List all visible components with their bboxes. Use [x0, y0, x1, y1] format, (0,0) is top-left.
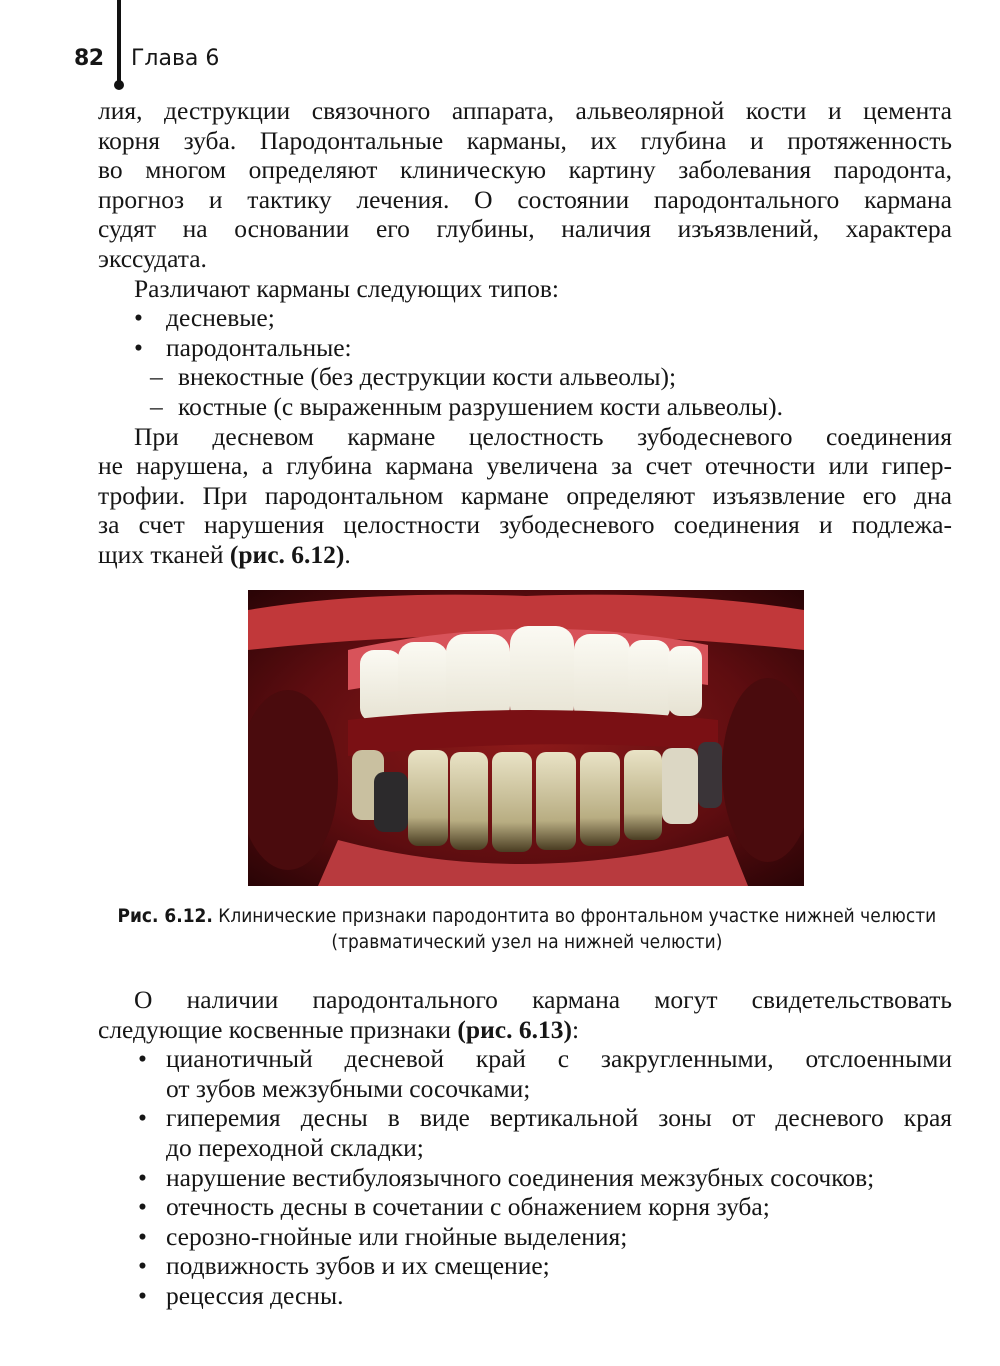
figure-reference: (рис. 6.12) [229, 539, 345, 569]
paragraph-line: щих тканей (рис. 6.12). [98, 539, 351, 569]
paragraph-line: корня зуба. Пародонтальные карманы, их глубина и протяженность [98, 125, 952, 155]
paragraph-line: судят на основании его глубины, наличия изъязвлений, характера [98, 214, 952, 244]
bullet-icon: • [138, 1044, 147, 1074]
bullet-icon: • [138, 1251, 147, 1281]
chapter-title: Глава 6 [131, 46, 220, 71]
bullet-icon: • [138, 1192, 147, 1222]
list-item: • гиперемия десны в виде вертикальной зоны от десневого края до переходной складки; [138, 1103, 952, 1162]
figure-caption [100, 904, 954, 956]
caption-line: (травматический узел на нижней челюсти) [331, 932, 723, 953]
sub-list-item: – внекостные (без деструкции кости альвеолы); [150, 362, 677, 392]
bullet-icon: • [134, 332, 143, 362]
figure-reference: (рис. 6.13) [457, 1014, 572, 1044]
sub-list-item: – костные (с выраженным разрушением кости альвеолы). [150, 391, 783, 421]
list-item: • рецессия десны. [138, 1280, 344, 1310]
bullet-icon: • [138, 1221, 147, 1251]
list-item: • цианотичный десневой край с закругленными, отслоенными от зубов межзубными сосочками; [138, 1044, 952, 1103]
header-dot [114, 80, 124, 90]
paragraph-line: за счет нарушения целостности зубодесневого соединения и подлежа- [98, 510, 952, 540]
paragraph-line: лия, деструкции связочного аппарата, альвеолярной кости и цемента [98, 96, 952, 125]
caption-line: Рис. 6.12. Клинические признаки пародонтита во фронтальном участке нижней челюсти [117, 906, 937, 927]
paragraph-line: не нарушена, а глубина кармана увеличена за счет отечности или гипер- [98, 451, 952, 481]
paragraph-line: трофии. При пародонтальном кармане определяют изъязвление его дна [98, 480, 952, 510]
figure-label: Рис. 6.12. [117, 906, 213, 927]
text-block-top [98, 96, 952, 570]
page-number: 82 [74, 46, 104, 71]
list-item: • десневые; [134, 303, 275, 333]
clinical-photo [248, 590, 804, 886]
paragraph-line: экссудата. [98, 243, 207, 273]
paragraph-line: прогноз и тактику лечения. О состоянии пародонтального кармана [98, 184, 952, 214]
list-item: • серозно-гнойные или гнойные выделения; [138, 1221, 628, 1251]
list-item: • пародонтальные: [134, 332, 352, 362]
bullet-icon: • [138, 1162, 147, 1192]
text-block-bottom [98, 985, 952, 1311]
list-item: • нарушение вестибулоязычного соединения межзубных сосочков; [138, 1162, 875, 1192]
dash-icon: – [150, 391, 163, 421]
paragraph-line: О наличии пародонтального кармана могут свидетельствовать [134, 985, 952, 1014]
list-intro: Различают карманы следующих типов: [134, 273, 559, 303]
list-item: • отечность десны в сочетании с обнажением корня зуба; [138, 1192, 770, 1222]
dash-icon: – [150, 362, 163, 392]
list-item: • подвижность зубов и их смещение; [138, 1251, 550, 1281]
paragraph-line: При десневом кармане целостность зубодесневого соединения [134, 421, 952, 451]
bullet-icon: • [138, 1103, 147, 1133]
paragraph-line: следующие косвенные признаки (рис. 6.13): [98, 1014, 580, 1044]
header-rule [117, 0, 121, 88]
bullet-icon: • [138, 1280, 147, 1310]
paragraph-line: во многом определяют клиническую картину заболевания пародонта, [98, 155, 952, 185]
bullet-icon: • [134, 303, 143, 333]
